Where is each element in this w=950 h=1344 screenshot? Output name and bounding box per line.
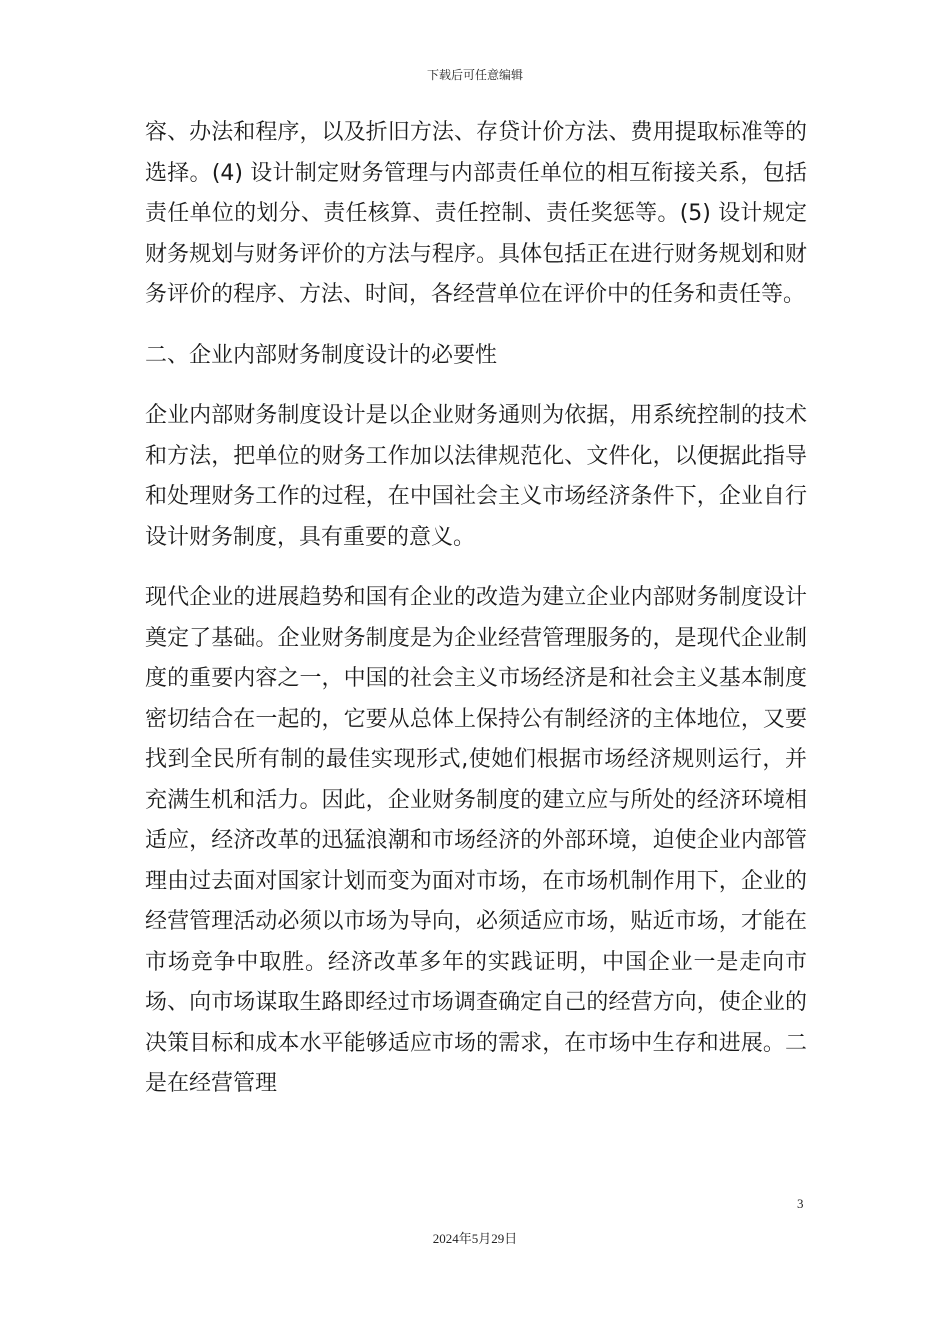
page-number: 3 bbox=[797, 1196, 804, 1211]
document-body bbox=[145, 113, 807, 1105]
section-heading: 二、企业内部财务制度设计的必要性 bbox=[145, 342, 498, 368]
paragraph-design-content: 容、办法和程序，以及折旧方法、存贷计价方法、费用提取标准等的选择。(4) 设计制定财务管理与内部责任单位的相互衔接关系，包括责任单位的划分、责任核算、责任控制、责任奖惩等。(5) 设计规定财务规划与财务评价的方法与程序。具体包括正在进行财务规划和财务评价的程序、方法、时间，各经营单位在评价中的任务和责任等。 bbox=[145, 120, 807, 307]
page-footer-date: 2024年5月29日 bbox=[432, 1231, 518, 1246]
paragraph-design-definition: 企业内部财务制度设计是以企业财务通则为依据，用系统控制的技术和方法，把单位的财务工作加以法律规范化、文件化，以便据此指导和处理财务工作的过程，在中国社会主义市场经济条件下，企业自行设计财务制度，具有重要的意义。 bbox=[145, 403, 807, 550]
page-header: 下载后可任意编辑 bbox=[426, 68, 523, 82]
paragraph-modern-enterprise: 现代企业的进展趋势和国有企业的改造为建立企业内部财务制度设计奠定了基础。企业财务制度是为企业经营管理服务的，是现代企业制度的重要内容之一，中国的社会主义市场经济是和社会主义基本制度密切结合在一起的，它要从总体上保持公有制经济的主体地位，又要找到全民所有制的最佳实现形式,使她们根据市场经济规则运行，并充满生机和活力。因此，企业财务制度的建立应与所处的经济环境相适应，经济改革的迅猛浪潮和市场经济的外部环境，迫使企业内部管理由过去面对国家计划而变为面对市场，在市场机制作用下，企业的经营管理活动必须以市场为导向，必须适应市场，贴近市场，才能在市场竞争中取胜。经济改革多年的实践证明，中国企业一是走向市场、向市场谋取生路即经过市场调查确定自己的经营方向，使企业的决策目标和成本水平能够适应市场的需求，在市场中生存和进展。二是在经营管理 bbox=[145, 585, 807, 1096]
